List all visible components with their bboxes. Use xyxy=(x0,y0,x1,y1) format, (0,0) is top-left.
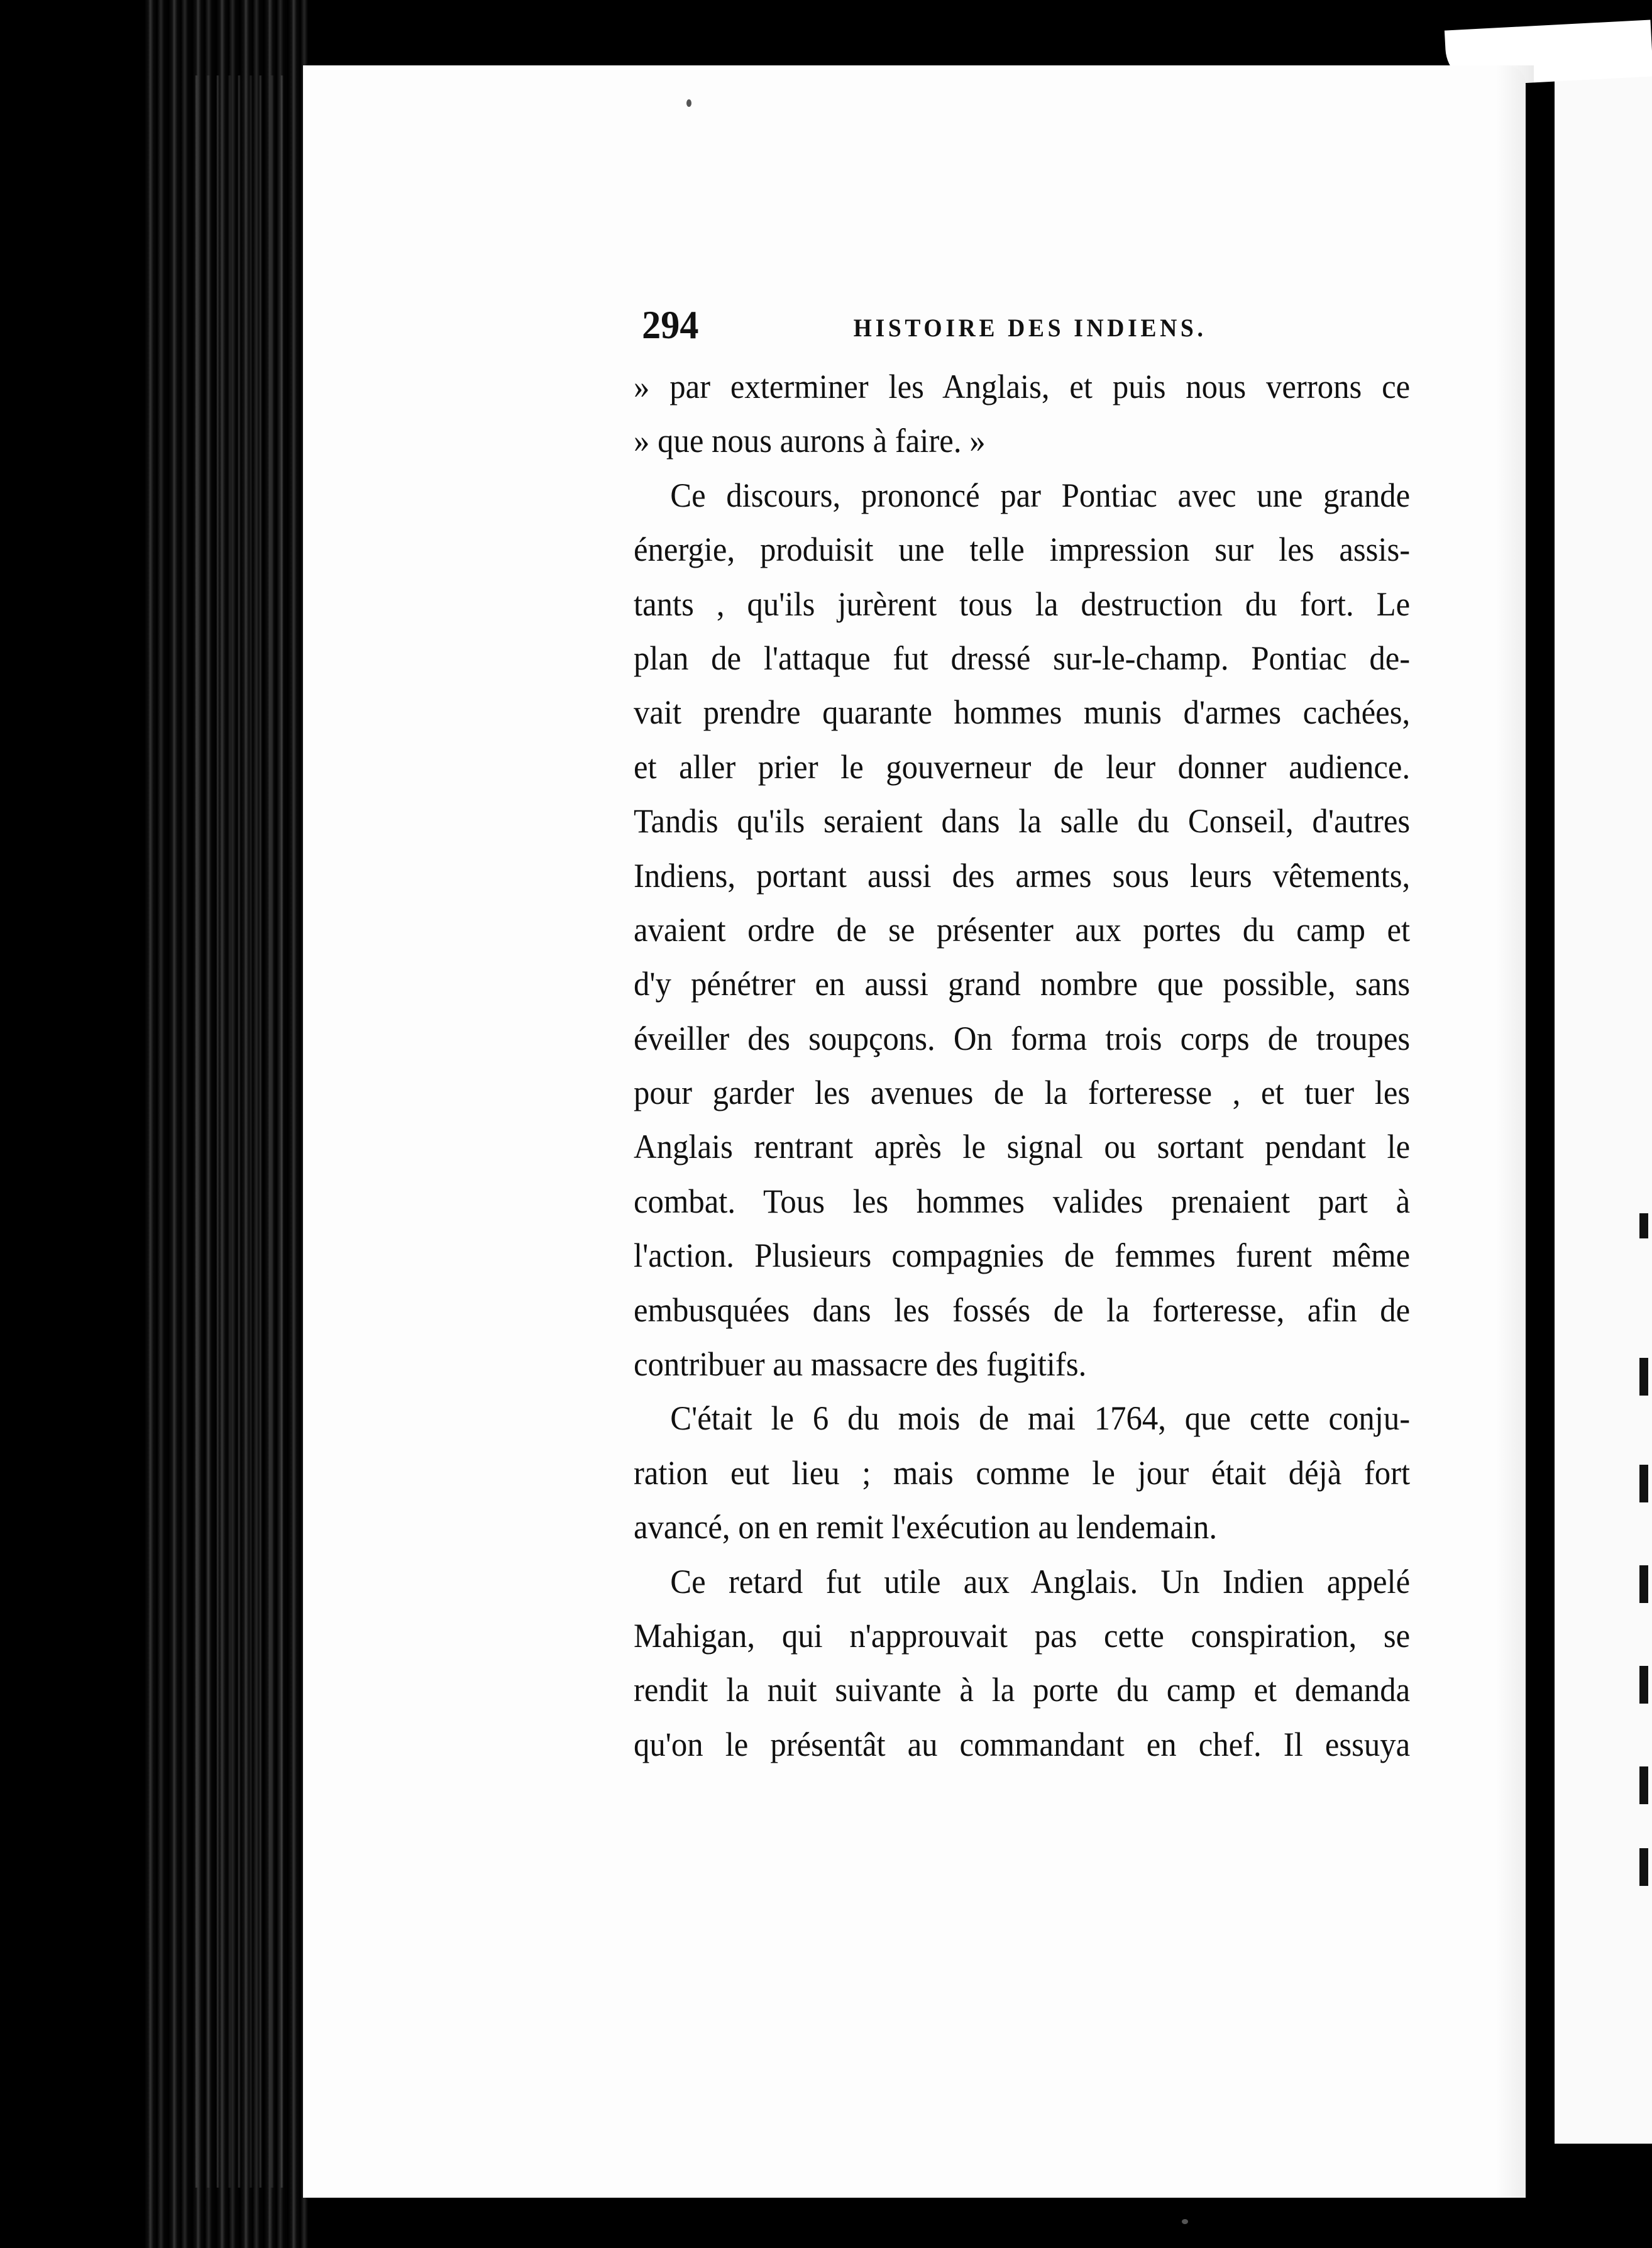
page-text xyxy=(634,299,1411,1771)
text-line: avaient ordre de se présenter aux portes du camp et xyxy=(634,910,1411,949)
fragment-mark xyxy=(1639,1358,1648,1396)
page-header xyxy=(634,299,1410,360)
text-line: Ce discours, prononcé par Pontiac avec une grande xyxy=(670,476,1411,514)
text-line: plan de l'attaque fut dressé sur-le-champ. Pontiac de- xyxy=(634,639,1411,677)
fragment-mark xyxy=(1639,1766,1648,1804)
text-line: Mahigan, qui n'approuvait pas cette conspiration, se xyxy=(634,1616,1411,1655)
paper-speck xyxy=(1182,2219,1188,2224)
paper-speck xyxy=(686,99,691,107)
page-edges-streaks xyxy=(189,75,289,2188)
fragment-mark xyxy=(1639,1848,1648,1886)
text-line: » par exterminer les Anglais, et puis nous verrons ce xyxy=(634,368,1411,405)
fragment-mark xyxy=(1639,1666,1648,1704)
text-line: énergie, produisit une telle impression sur les assis- xyxy=(634,531,1411,569)
facing-page-edge xyxy=(1543,69,1652,2144)
text-line: ration eut lieu ; mais comme le jour était déjà fort xyxy=(634,1453,1411,1492)
text-line: d'y pénétrer en aussi grand nombre que possible, sans xyxy=(634,965,1411,1003)
text-line: et aller prier le gouverneur de leur donner audience. xyxy=(634,747,1411,786)
text-line: Anglais rentrant après le signal ou sortant pendant le xyxy=(634,1128,1411,1166)
text-line: C'était le 6 du mois de mai 1764, que cette conju- xyxy=(670,1399,1411,1438)
text-line: pour garder les avenues de la forteresse , et tuer les xyxy=(634,1074,1411,1112)
text-line: l'action. Plusieurs compagnies de femmes furent même xyxy=(634,1237,1411,1275)
running-title: HISTOIRE DES INDIENS. xyxy=(853,314,1207,342)
text-line: éveiller des soupçons. On forma trois corps de troupes xyxy=(634,1019,1411,1057)
text-line: qu'on le présentât au commandant en chef. Il essuya xyxy=(634,1725,1411,1763)
fragment-mark xyxy=(1639,1465,1648,1502)
text-line: Indiens, portant aussi des armes sous leurs vêtements, xyxy=(634,856,1411,895)
page-shadow xyxy=(1496,65,1534,2198)
text-line: vait prendre quarante hommes munis d'armes cachées, xyxy=(634,693,1411,732)
text-line: avancé, on en remit l'exécution au lendemain. xyxy=(634,1508,1218,1546)
text-line: Tandis qu'ils seraient dans la salle du Conseil, d'autres xyxy=(634,802,1411,840)
text-line: » que nous aurons à faire. » xyxy=(634,422,986,460)
page-number: 294 xyxy=(642,302,699,347)
text-line: embusquées dans les fossés de la forteresse, afin de xyxy=(634,1291,1411,1329)
text-line: tants , qu'ils jurèrent tous la destruction du fort. Le xyxy=(634,585,1411,623)
text-line: combat. Tous les hommes valides prenaient part à xyxy=(634,1182,1411,1220)
text-line: contribuer au massacre des fugitifs. xyxy=(634,1345,1087,1384)
fragment-mark xyxy=(1639,1565,1648,1603)
facing-page-text-fragments xyxy=(1639,1213,1652,1905)
text-line: Ce retard fut utile aux Anglais. Un Indien appelé xyxy=(670,1562,1411,1601)
fragment-mark xyxy=(1639,1213,1648,1238)
text-line: rendit la nuit suivante à la porte du camp et demanda xyxy=(634,1671,1411,1709)
